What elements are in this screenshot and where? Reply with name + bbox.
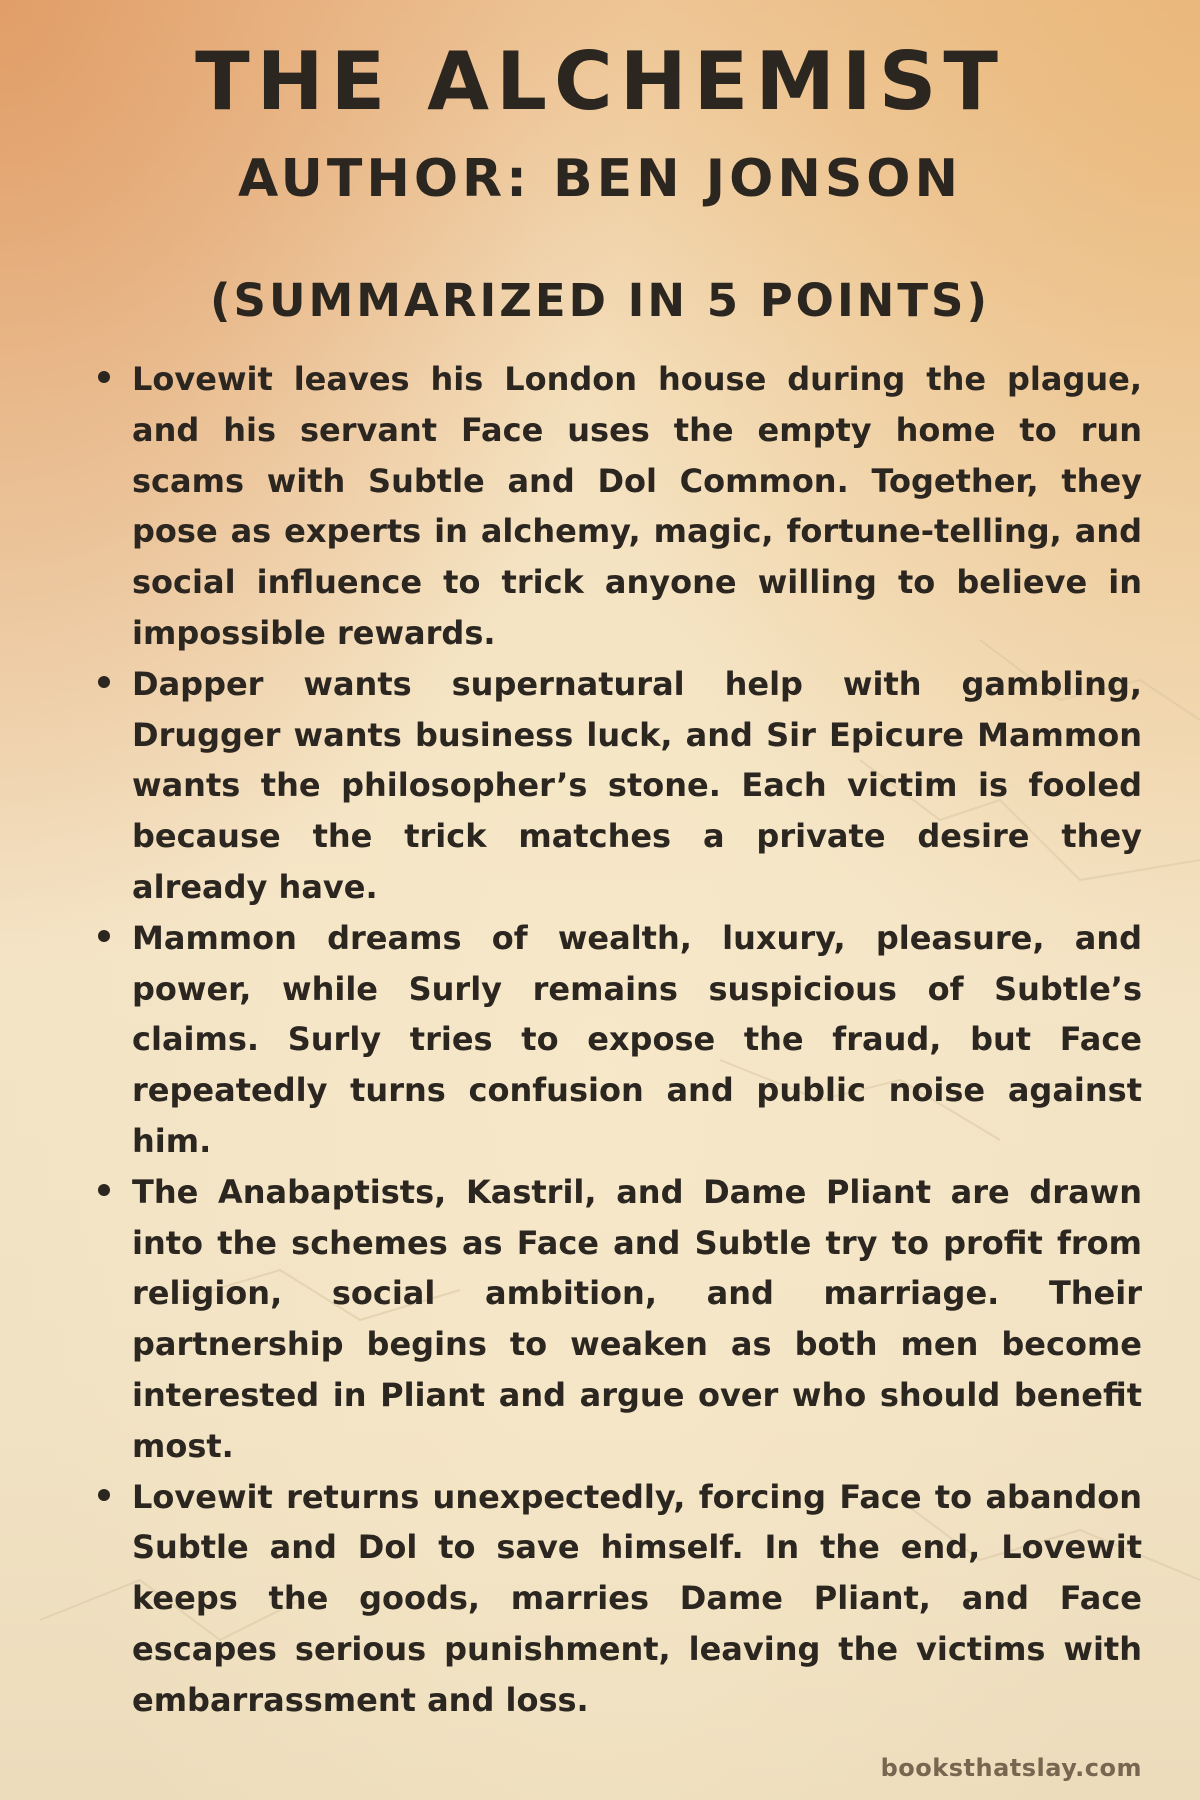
summary-point-text: Lovewit returns unexpectedly, forcing Face to abandon Subtle and Dol to save himself. In the end, Lovewit keeps the goods, marries Dame Pliant, and Face escapes serious punishment, leaving the victims with embarrassment and loss. xyxy=(132,1477,1142,1719)
summary-point xyxy=(132,354,1142,659)
summary-point-text: The Anabaptists, Kastril, and Dame Pliant are drawn into the schemes as Face and Subtle try to profit from religion, social ambition, and marriage. Their partnership begins to weaken as both men become interested in Pliant and argue over who should benefit most. xyxy=(132,1172,1142,1465)
summary-subtitle: (SUMMARIZED IN 5 POINTS) xyxy=(209,274,991,327)
summary-points-list xyxy=(132,354,1142,1726)
bullet-icon xyxy=(98,930,110,942)
summary-point-text: Lovewit leaves his London house during the plague, and his servant Face uses the empty home to run scams with Subtle and Dol Common. Together, they pose as experts in alchemy, magic, fortune-telling, and social influence to trick anyone willing to believe in impossible rewards. xyxy=(132,360,1142,652)
bullet-icon xyxy=(98,676,110,688)
bullet-icon xyxy=(98,1184,110,1196)
summary-point xyxy=(132,913,1142,1167)
summary-point-text: Mammon dreams of wealth, luxury, pleasure, and power, while Surly remains suspicious of Subtle’s claims. Surly tries to expose the fraud, but Face repeatedly turns confusion and public noise against him. xyxy=(132,918,1142,1160)
book-author: AUTHOR: BEN JONSON xyxy=(237,149,963,209)
bullet-icon xyxy=(98,371,110,383)
book-title: THE ALCHEMIST xyxy=(195,35,1005,128)
summary-point xyxy=(132,1167,1142,1472)
website-credit: booksthatslay.com xyxy=(880,1754,1142,1782)
summary-point xyxy=(132,1472,1142,1726)
summary-point xyxy=(132,659,1142,913)
bullet-icon xyxy=(98,1489,110,1501)
summary-point-text: Dapper wants supernatural help with gambling, Drugger wants business luck, and Sir Epicure Mammon wants the philosopher’s stone. Each victim is fooled because the trick matches a private desire they already have. xyxy=(132,664,1142,906)
